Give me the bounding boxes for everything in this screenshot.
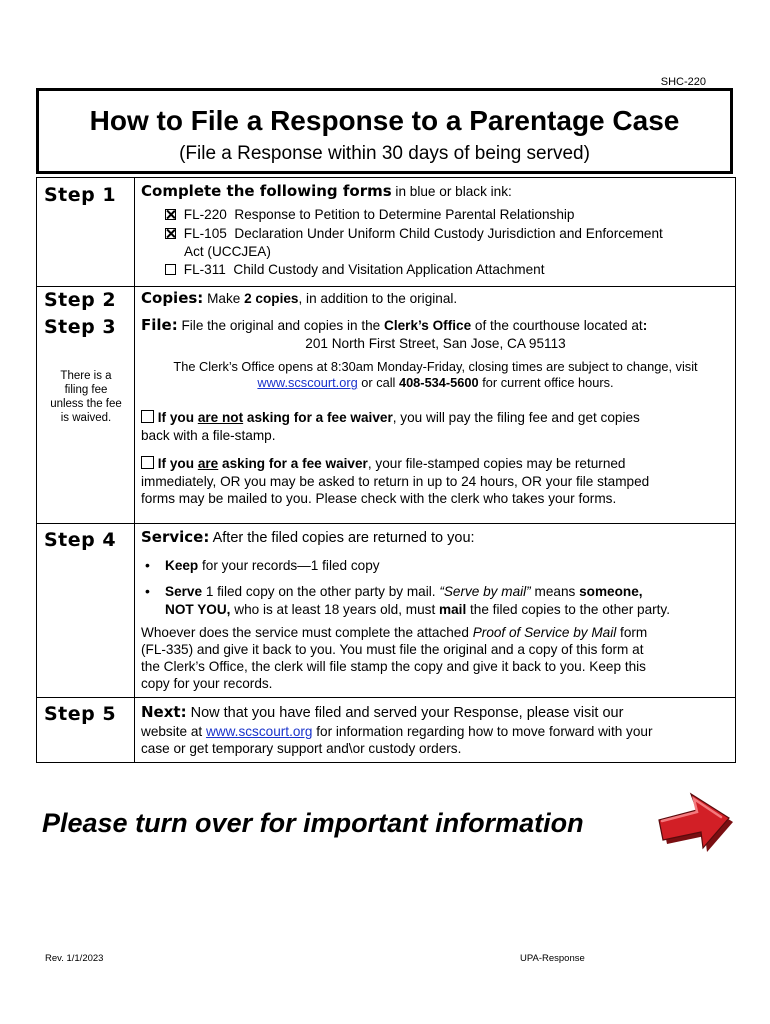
fee-waiver-line2: immediately, OR you may be asked to return in up to 24 hours, OR your file stamped [141,474,650,489]
service-paragraph-line3: the Clerk’s Office, the clerk will file stamp the copy and give it back to you. Keep this [141,659,646,674]
step4-heading: Service: After the filed copies are returned to you: [141,528,475,546]
service-paragraph-line4: copy for your records. [141,676,273,691]
form-item-fl105: FL-105 Declaration Under Uniform Child Custody Jurisdiction and Enforcement [165,225,663,242]
form-id: SHC-220 [660,76,706,88]
column-divider [134,178,135,762]
row-divider [37,523,735,524]
step1-heading: Complete the following forms in blue or black ink: [141,182,512,200]
step3-file-line: File: File the original and copies in the Clerk’s Office of the courthouse located at: [141,316,648,334]
row-divider [37,286,735,287]
court-phone: 408-534-5600 [398,375,479,390]
form-item-fl311: FL-311 Child Custody and Visitation Application Attachment [165,261,545,278]
checkbox-empty-icon[interactable] [165,264,176,275]
fee-waiver-option: If you are asking for a fee waiver, your file-stamped copies may be returned [141,455,626,472]
office-hours-line2: www.scscourt.org or call 408-534-5600 for current office hours. [257,375,614,390]
steps-table [36,177,736,763]
step5-line2: website at www.scscourt.org for information regarding how to move forward with your [141,724,653,739]
checkbox-empty-icon[interactable] [141,456,154,469]
form-item-fl105-cont: Act (UCCJEA) [184,244,271,259]
step5-line3: case or get temporary support and\or custody orders. [141,741,462,756]
red-right-arrow-icon [655,784,739,860]
court-website-link[interactable]: www.scscourt.org [205,724,313,739]
no-fee-waiver-line2: back with a file-stamp. [141,428,276,443]
serve-bullet-line2: NOT YOU, who is at least 18 years old, must mail the filed copies to the other party. [165,602,670,617]
court-website-link[interactable]: www.scscourt.org [257,375,358,390]
step5-label: Step 5 [44,703,117,725]
fee-note: There is a filing fee unless the fee is waived. [50,370,122,424]
service-paragraph-line2: (FL-335) and give it back to you. You must file the original and a copy of this form at [141,642,644,657]
keep-bullet: Keep for your records—1 filed copy [165,558,380,573]
serve-bullet: Serve 1 filed copy on the other party by mail. “Serve by mail” means someone, [165,584,643,599]
revision-date: Rev. 1/1/2023 [45,953,104,964]
step3-label: Step 3 [44,316,117,338]
turn-over-note: Please turn over for important information [42,808,584,838]
courthouse-address: 201 North First Street, San Jose, CA 95113 [305,336,566,351]
form-item-fl220: FL-220 Response to Petition to Determine Parental Relationship [165,206,574,223]
step5-heading: Next: Now that you have filed and served your Response, please visit our [141,703,624,721]
checkbox-checked-icon[interactable] [165,228,176,239]
checkbox-empty-icon[interactable] [141,410,154,423]
service-paragraph-line1: Whoever does the service must complete the attached Proof of Service by Mail form [141,625,648,640]
no-fee-waiver-option: If you are not asking for a fee waiver, you will pay the filing fee and get copies [141,409,640,426]
office-hours-line1: The Clerk’s Office opens at 8:30am Monday-Friday, closing times are subject to change, visit [173,359,698,374]
bullet-icon: • [145,557,150,573]
footer-form-id: UPA-Response [520,953,585,964]
step4-label: Step 4 [44,529,117,551]
page-subtitle: (File a Response within 30 days of being served) [179,143,590,164]
page-title: How to File a Response to a Parentage Case [89,105,680,136]
bullet-icon: • [145,583,150,599]
step2-text: Copies: Make 2 copies, in addition to the original. [141,289,458,307]
title-box [36,88,733,174]
checkbox-checked-icon[interactable] [165,209,176,220]
row-divider [37,697,735,698]
step2-label: Step 2 [44,289,117,311]
fee-waiver-line3: forms may be mailed to you. Please check with the clerk who takes your forms. [141,491,617,506]
step1-label: Step 1 [44,184,117,206]
